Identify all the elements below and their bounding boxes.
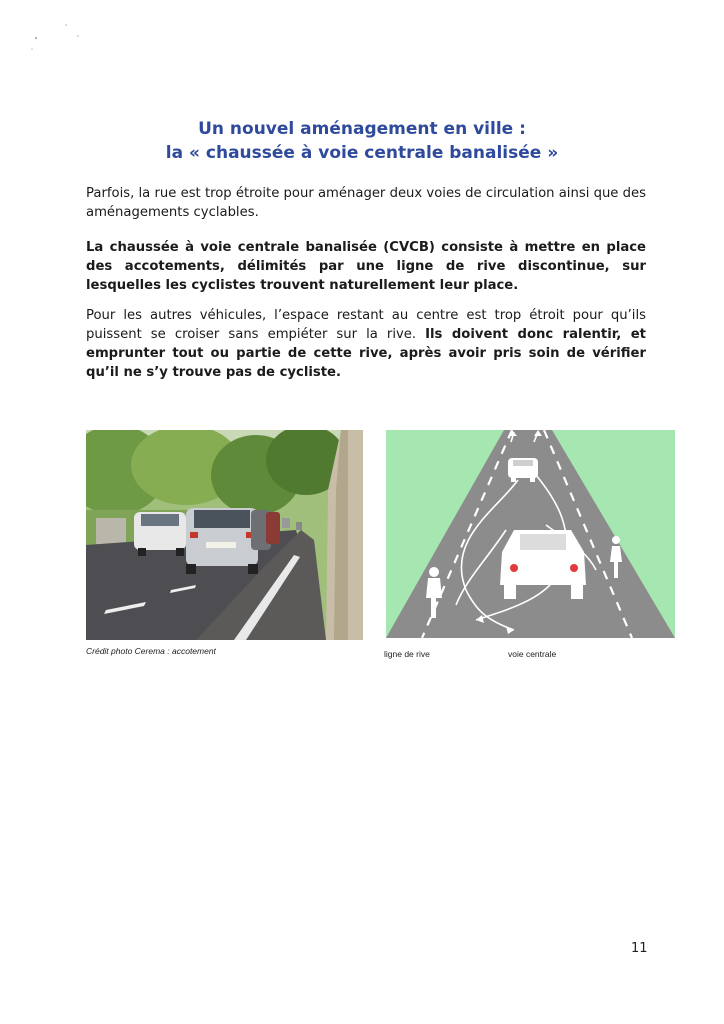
car-white-left (134, 512, 186, 556)
definition-paragraph: La chaussée à voie centrale banalisée (CVCB) consiste à mettre en place des accotements, délimités par une ligne de rive discontinue, sur lesquelles les cyclistes trouvent naturellement leur place. (86, 240, 646, 293)
vehicles-paragraph-bold: Ils doivent donc ralentir, et emprunter tout ou partie de cette rive, après avoir pris soin de vérifier qu’il ne s’y trouve pas de cycliste. (86, 327, 646, 380)
vehicles-paragraph-normal: Pour les autres véhicules, l’espace restant au centre est trop étroit pour qu’ils puissent se croiser sans empiéter sur la rive. (86, 308, 646, 342)
photo-caption: Crédit photo Cerema : accotement (86, 646, 216, 656)
vehicles-paragraph (86, 306, 646, 382)
street-photo (86, 430, 363, 640)
cvcb-diagram (386, 430, 675, 638)
label-ligne-de-rive: ligne de rive (384, 649, 430, 659)
intro-paragraph: Parfois, la rue est trop étroite pour aménager deux voies de circulation ainsi que des aménagements cyclables. (86, 186, 646, 220)
label-voie-centrale: voie centrale (508, 649, 557, 659)
page-title-line2: la « chaussée à voie centrale banalisée » (165, 143, 559, 163)
scan-specks (0, 0, 120, 60)
car-silver-center (186, 508, 258, 574)
page-number: 11 (631, 941, 648, 956)
page-title-line1: Un nouvel aménagement en ville : (198, 119, 526, 139)
